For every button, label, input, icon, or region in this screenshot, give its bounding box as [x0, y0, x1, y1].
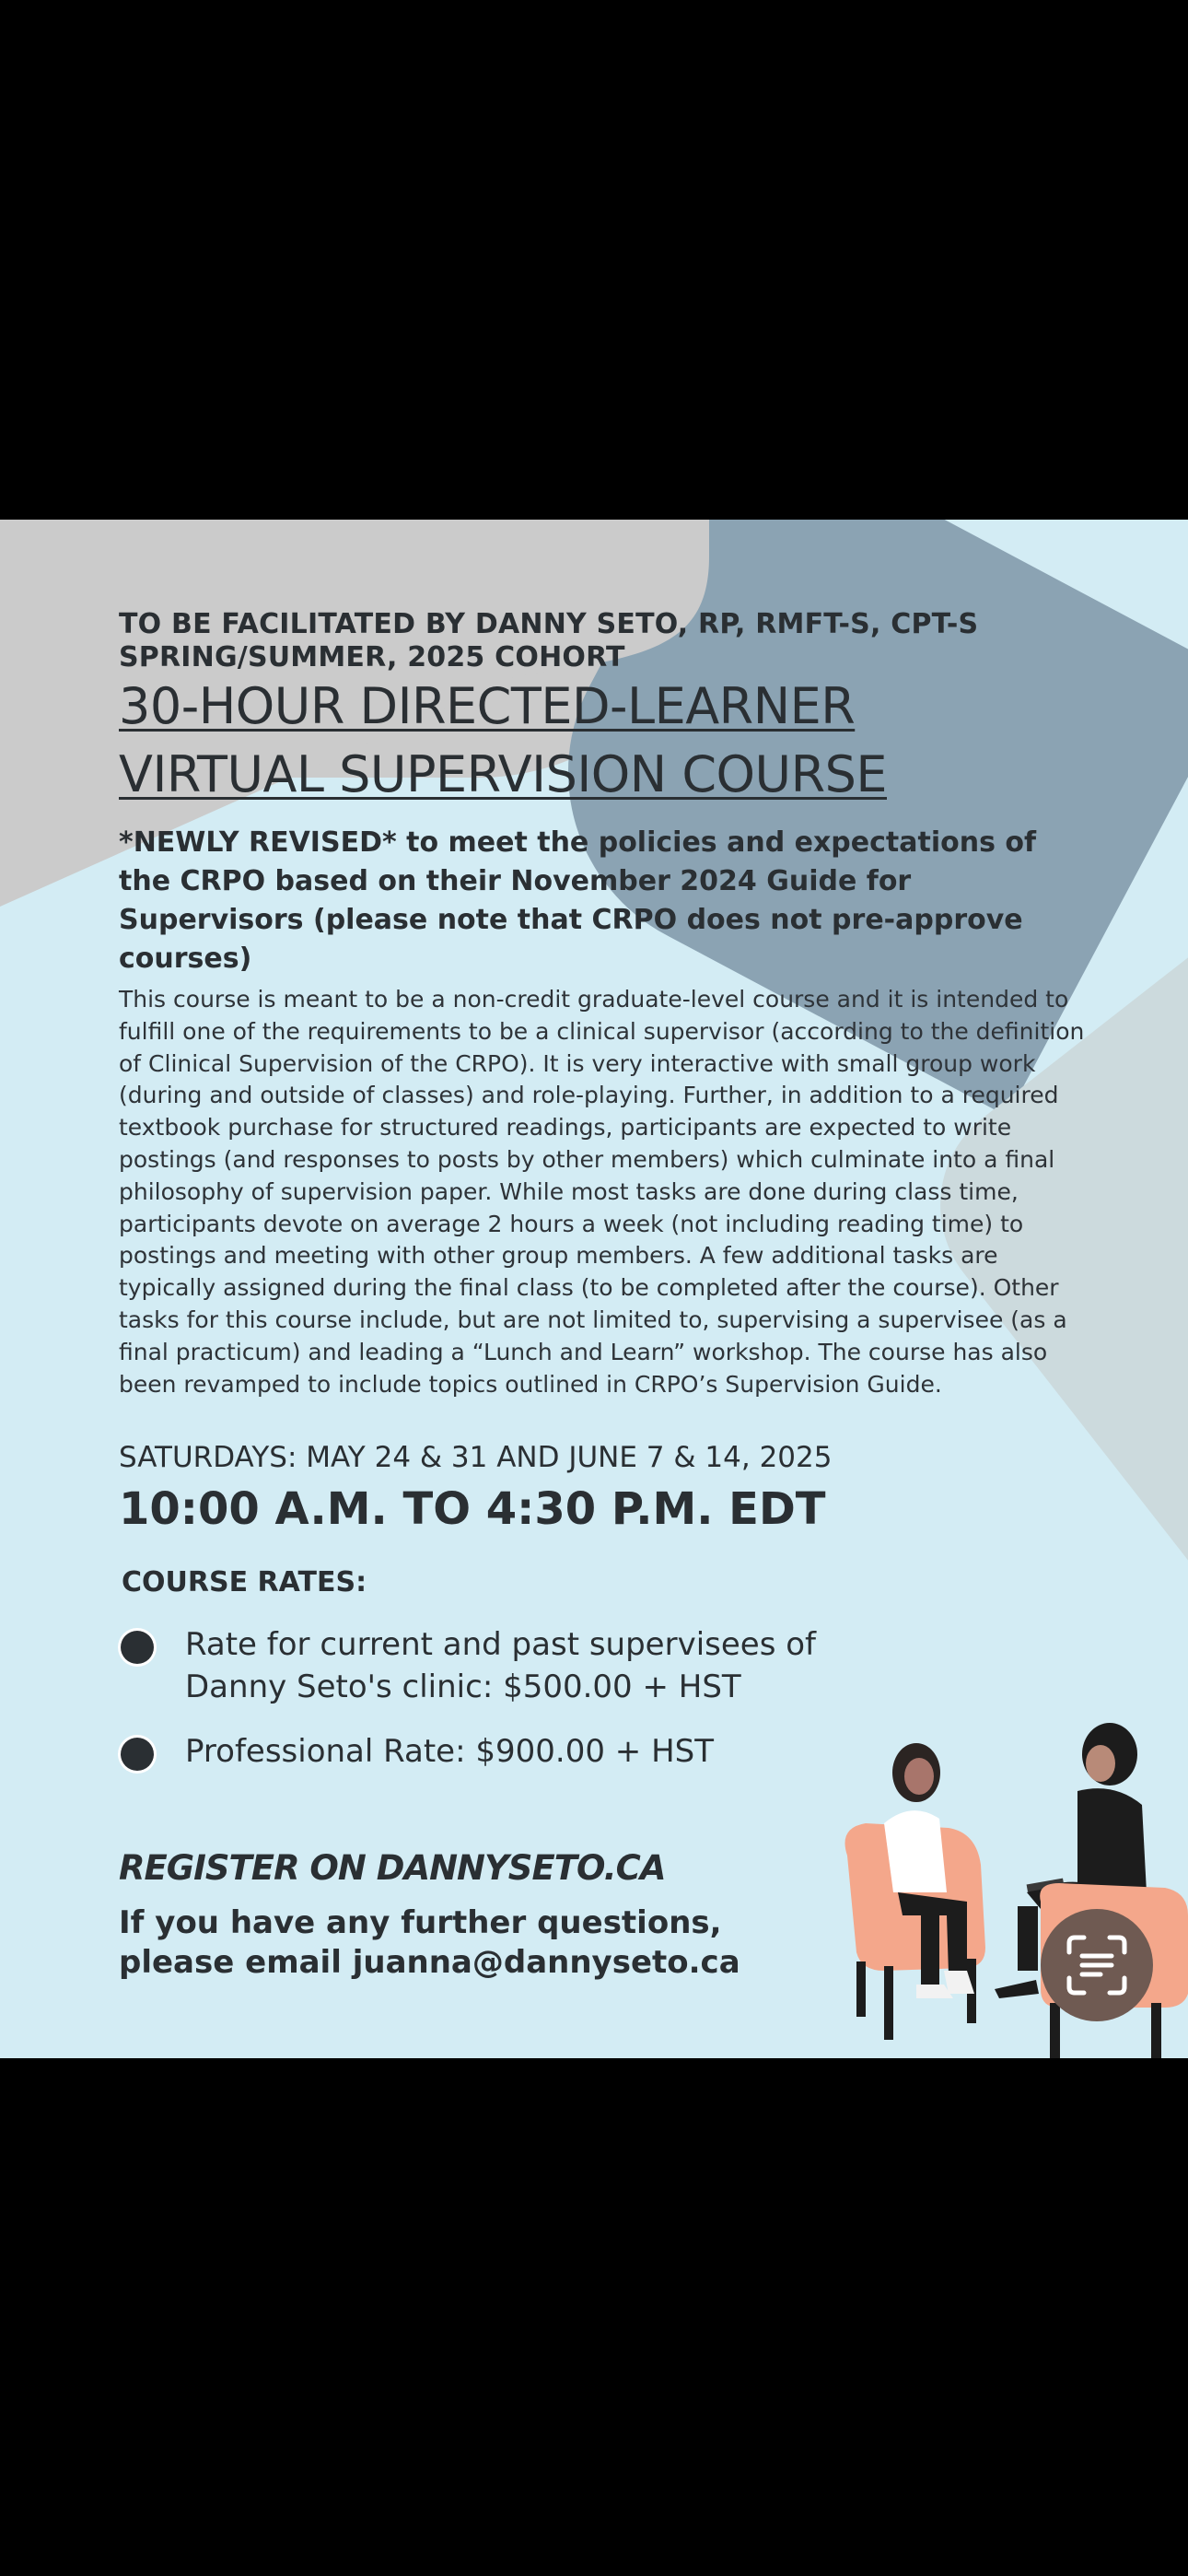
bottom-letterbox — [0, 2058, 1188, 2576]
rate-item — [119, 1730, 867, 1773]
rates-heading: COURSE RATES: — [122, 1566, 367, 1599]
rate-text: Rate for current and past supervisees of Danny Seto's clinic: $500.00 + HST — [185, 1626, 816, 1706]
course-dates: SATURDAYS: MAY 24 & 31 AND JUNE 7 & 14, 2025 — [119, 1441, 833, 1475]
course-title-line2: VIRTUAL SUPERVISION COURSE — [119, 745, 887, 803]
course-description: This course is meant to be a non-credit graduate-level course and it is intended to fulfill one of the requirements to be a clinical supervisor (according to the definition of Clinical Supervision of the CRPO). It is very interactive with small group work (during and outside of classes) and role-playing. Further, in addition to a required textbook purchase for structured readings, participants are expected to write postings (and responses to posts by other members) which culminate into a final philosophy of supervision paper. While most tasks are done during class time, participants devote on average 2 hours a week (not including reading time) to postings and meeting with other group members. A few additional tasks are typically assigned during the final class (to be completed after the course). Other tasks for this course include, but are not limited to, supervising a supervisee (as a final practicum) and leading a “Lunch and Learn” workshop. The course has also been revamped to include topics outlined in CRPO’s Supervision Guide. — [119, 986, 1085, 1398]
rate-item — [119, 1623, 867, 1708]
top-letterbox — [0, 0, 1188, 520]
questions-line1: If you have any further questions, — [119, 1904, 722, 1942]
course-title-line1: 30-HOUR DIRECTED-LEARNER — [119, 677, 856, 735]
course-flyer — [0, 520, 1188, 2058]
facilitator-line: TO BE FACILITATED BY DANNY SETO, RP, RMFT-S, CPT-S — [119, 608, 979, 640]
course-time: 10:00 A.M. TO 4:30 P.M. EDT — [119, 1483, 826, 1536]
bullet-icon — [121, 1738, 154, 1771]
bullet-icon — [121, 1631, 154, 1664]
revised-note: *NEWLY REVISED* to meet the policies and expectations of the CRPO based on their November 2024 Guide for Supervisors (please note that CRPO does not pre-approve courses) — [119, 826, 1037, 975]
scan-text-icon — [1064, 1932, 1130, 1998]
scan-text-button[interactable] — [1041, 1909, 1153, 2021]
register-link[interactable]: REGISTER ON DANNYSETO.CA — [119, 1848, 666, 1889]
cohort-line: SPRING/SUMMER, 2025 COHORT — [119, 641, 625, 673]
rate-text: Professional Rate: $900.00 + HST — [185, 1733, 714, 1771]
contact-email[interactable]: please email juanna@dannyseto.ca — [119, 1944, 740, 1982]
